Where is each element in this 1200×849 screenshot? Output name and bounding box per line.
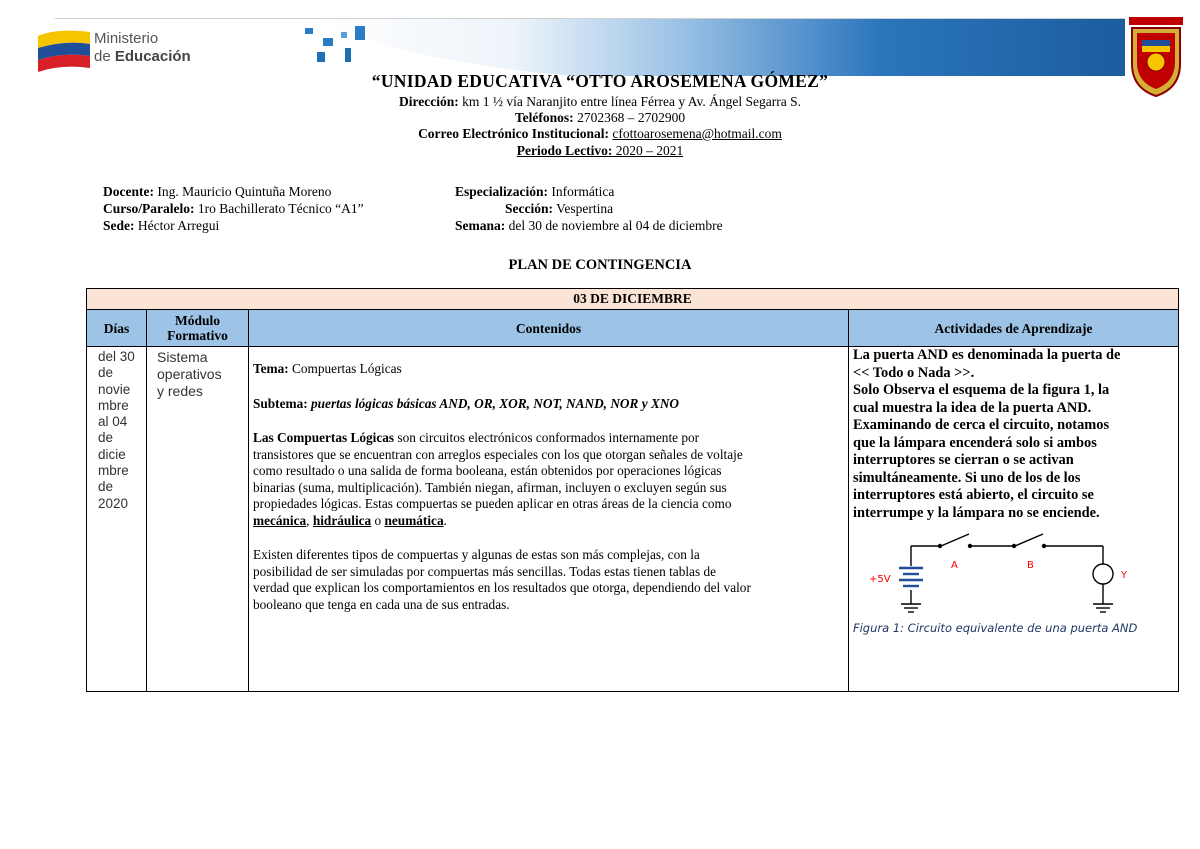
link-mecanica[interactable]: mecánica (253, 512, 307, 528)
date-row (87, 289, 1179, 310)
link-neumatica[interactable]: neumática (384, 512, 444, 528)
plan-title: PLAN DE CONTINGENCIA (508, 257, 692, 273)
topic-line: Tema: Compuertas Lógicas (253, 361, 402, 376)
date-header: 03 DE DICIEMBRE (87, 289, 1179, 310)
ministry-name-line1: Ministerio (94, 30, 159, 47)
specialization-field: Especialización: Informática (455, 184, 615, 199)
email-link[interactable]: cfottoarosemena@hotmail.com (612, 126, 782, 141)
activities-cell (849, 347, 1179, 692)
circuit-source-label: +5V (869, 574, 891, 585)
col-header-activities: Actividades de Aprendizaje (849, 310, 1179, 347)
week-field: Semana: del 30 de noviembre al 04 de diciembre (455, 218, 723, 233)
module-cell: Sistema operativos y redes (147, 347, 249, 692)
school-phones: Teléfonos: 2702368 – 2702900 (514, 110, 686, 125)
circuit-lamp-label: Y (1121, 570, 1128, 581)
figure-caption: Figura 1: Circuito equivalente de una puerta AND (853, 621, 1138, 635)
column-header-row (87, 310, 1179, 347)
contents-cell (249, 347, 849, 692)
and-gate-circuit-diagram (853, 532, 1153, 618)
school-name: “UNIDAD EDUCATIVA “OTTO AROSEMENA GÓMEZ” (371, 71, 829, 91)
circuit-switch-b-label: B (1027, 560, 1034, 571)
teacher-field: Docente: Ing. Mauricio Quintuña Moreno (103, 184, 332, 199)
plan-table (86, 288, 1179, 692)
col-header-contents: Contenidos (249, 310, 849, 347)
ministry-name-line2: de Educación (94, 48, 191, 65)
school-address: Dirección: km 1 ½ vía Naranjito entre línea Férrea y Av. Ángel Segarra S. (398, 94, 801, 109)
circuit-switch-a-label: A (951, 560, 958, 571)
activity-text: La puerta AND es denominada la puerta de << Todo o Nada >>. Solo Observa el esquema de la figura 1, la cual muestra la idea de la puerta AND. Examinando de cerca el circuito, notamos que la lámpara encenderá solo si ambos interruptores se cierran o se activan simultáneamente. Si uno de los de los interruptores está abierto, el circuito se interrumpe y la lámpara no se enciende. (853, 347, 1121, 521)
days-cell: del 30 de novie mbre al 04 de dicie mbre de 2020 (87, 347, 147, 692)
section-field: Sección: Vespertina (505, 201, 614, 216)
site-field: Sede: Héctor Arregui (103, 218, 220, 233)
ministry-logo (36, 26, 196, 76)
col-header-days: Días (87, 310, 147, 347)
school-email: Correo Electrónico Institucional: cfottoarosemena@hotmail.com (418, 126, 782, 141)
subtopic-line: Subtema: puertas lógicas básicas AND, OR, XOR, NOT, NAND, NOR y XNO (253, 395, 680, 411)
link-hidraulica[interactable]: hidráulica (312, 512, 372, 528)
school-period: Periodo Lectivo: 2020 – 2021 (516, 143, 684, 158)
col-header-module: Módulo Formativo (147, 310, 249, 347)
paragraph-2: Existen diferentes tipos de compuertas y algunas de estas son más complejas, con la posibilidad de ser simuladas por compuertas más sencillas. Todas estas tienen tablas de verdad que explican los comportamientos en los resultados que otorga, dependiendo del valor booleano que tenga en cada una de sus entradas. (253, 547, 751, 612)
course-field: Curso/Paralelo: 1ro Bachillerato Técnico “A1” (103, 201, 364, 216)
paragraph-1: Las Compuertas Lógicas son circuitos electrónicos conformados internamente por transistores que se encuentran con arreglos especiales con los que otorgan señales de voltaje como resultado o una salida de forma booleana, están obtenidos por operaciones lógicas binarias (suma, multiplicación). También niegan, afirman, incluyen o excluyen según sus propiedades lógicas. Estas compuertas se pueden aplicar en otras áreas de la ciencia como mecánica, hidráulica o neumática. (253, 430, 743, 528)
table-row (87, 347, 1179, 692)
ministry-flag-icon (36, 26, 92, 72)
course-info-left (103, 183, 364, 234)
course-info-right (455, 183, 723, 234)
